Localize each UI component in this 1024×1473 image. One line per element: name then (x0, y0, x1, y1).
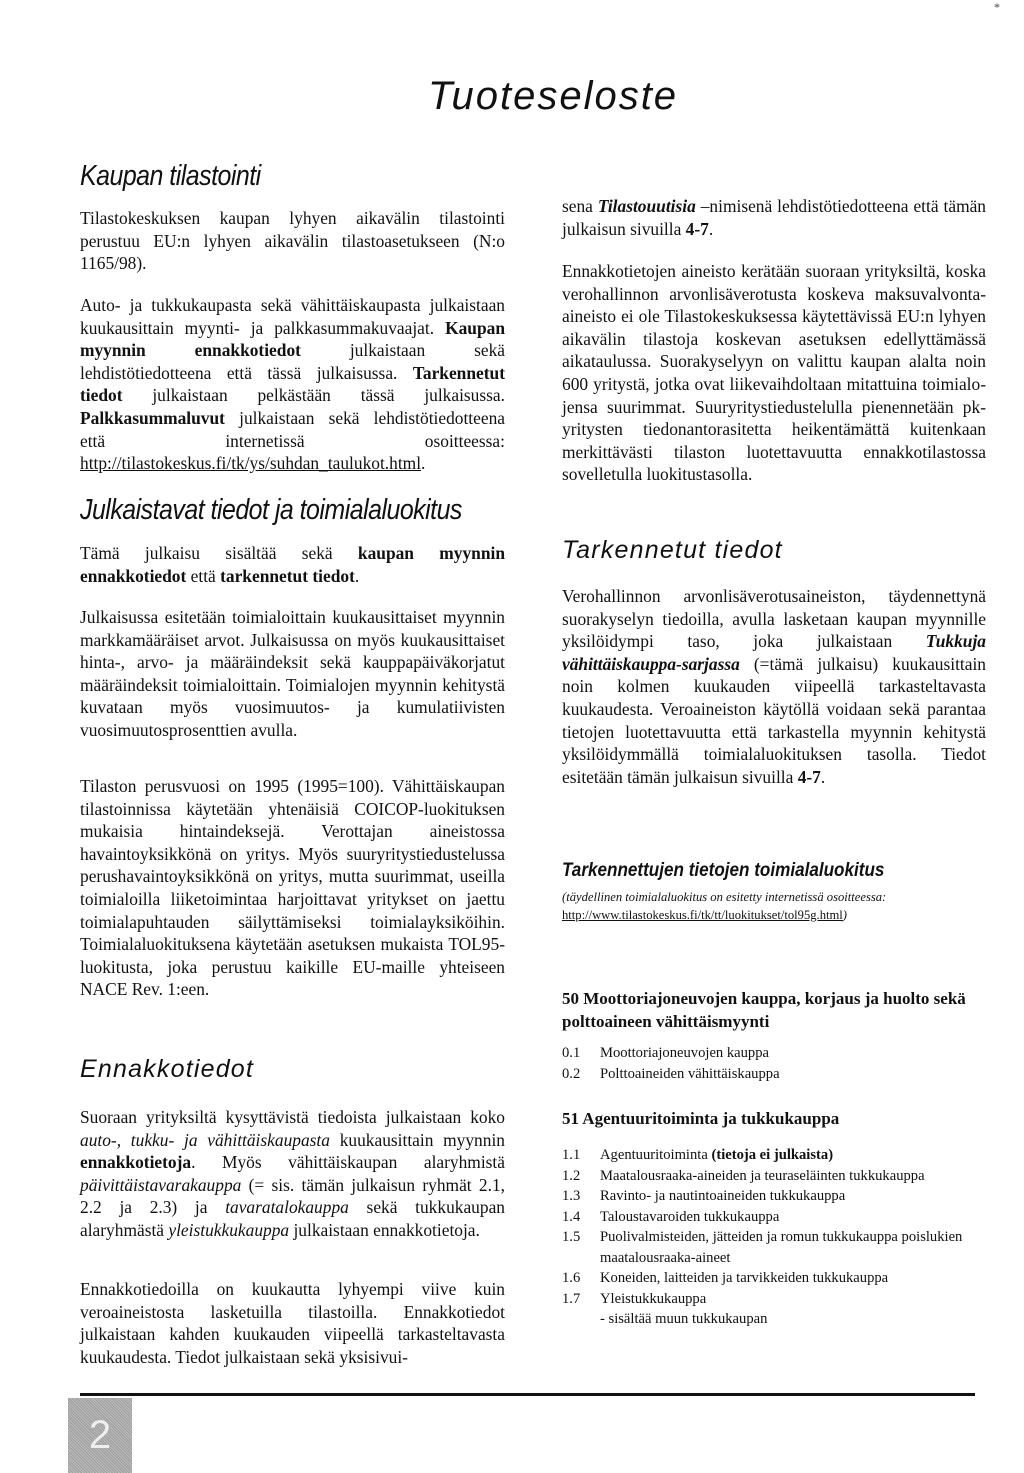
heading-ennakkotiedot: Ennakkotiedot (80, 1055, 255, 1083)
group-50-heading: 50 Moottoriajoneuvojen kauppa, korjaus ja huolto sekä polttoaineen vähittäismyynti (562, 989, 966, 1031)
group-51-list (562, 1145, 982, 1330)
heading-toimialaluokitus: Tarkennettujen tietojen toimialaluokitus (562, 860, 885, 881)
paragraph-tilastointi-julkaisut: Auto- ja tukkukaupasta sekä vähittäiskaupasta julkaistaan kuukausittain myynti- ja palkkasummakuvaajat. Kaupan myynnin ennakkotiedot julkaistaan sekä lehdistötiedotteena että tässä julkaisussa. Tarkennetut tiedot julkaistaan pelkästään tässä julkaisussa. Palkkasummaluvut julkaistaan sekä lehdistötiedotteena että internetissä osoitteessa: http://tilastokeskus.fi/tk/ys/suhdan_taulukot.html. (80, 295, 505, 474)
corner-mark: * (994, 0, 1000, 14)
group-51-heading: 51 Agentuuritoiminta ja tukkukauppa (562, 1109, 840, 1128)
page-title: Tuoteseloste (428, 74, 679, 118)
paragraph-tilastointi-intro: Tilastokeskuksen kaupan lyhyen aikavälin tilastointi perustuu EU:n lyhyen aikavälin tilastoasetukseen (N:o 1165/98). (80, 208, 505, 274)
tol95-link[interactable]: http://www.tilastokeskus.fi/tk/tt/luokitukset/tol95g.html (562, 908, 843, 922)
classification-note: (täydellinen toimialaluokitus on esitetty internetissä osoitteessa: http://www.tilastokeskus.fi/tk/tt/luokitukset/tol95g.html) (562, 890, 887, 922)
heading-tarkennetut-tiedot: Tarkennetut tiedot (562, 536, 783, 564)
footer-rule (80, 1393, 975, 1396)
paragraph-perusvuosi: Tilaston perusvuosi on 1995 (1995=100). Vähittäiskaupan tilastoinnissa käytetään yhtenäisiä COICOP-luokituksen mukaisia hintaindeksejä. Verottajan aineistossa havaintoyksikkönä on yritys. Myös suuryritystiedustelussa perushavaintoyksikkönä on yritys, mutta suurimmat, useilla toimialoilla liiketoimintaa harjoittavat yritykset on jaettu toimialapuhtauden säilyttämiseksi toimialayksiköihin. Toimialaluokituksena käytetään asetuksen mukaista TOL95-luokitusta, joka perustuu kaikille EU-maille yhteiseen NACE Rev. 1:een. (80, 776, 505, 1000)
paragraph-ennakkotietojen-aineisto: Ennakkotietojen aineisto kerätään suoraan yrityksiltä, koska verohallinnon arvonlisäverotusta koskeva maksuvalvonta-aineisto ei ole Tilastokeskuksessa käytettävissä EU:n lyhyen aikavälin tilastoja koskevan asetuksen edellyttämässä aikataulussa. Suorakyselyyn on valittu kaupan alalta noin 600 yritystä, jotka ovat liikevaihdoltaan mitattuina toimialojensa suurimmat. Suuryritystiedustelulla pienennetään pk-yritysten tiedonantorasitetta heikentämättä kuitenkaan merkittävästi tilaston luotettavuutta ennakkotilastossa sovelletulla luokitustasolla. (562, 261, 986, 485)
list-item: 1.7 Yleistukkukauppa (562, 1290, 707, 1307)
paragraph-ennakkotiedot-viive: Ennakkotiedoilla on kuukautta lyhyempi viive kuin veroaineistosta lasketuilla tilastoilla. Ennakkotiedot julkaistaan kahden kuukauden viipeellä tarkasteltavasta kuukaudesta. Tiedot julkaistaan sekä yksisivui- (80, 1279, 505, 1367)
heading-kaupan-tilastointi: Kaupan tilastointi (80, 160, 261, 192)
page-number: 2 (88, 1413, 112, 1457)
paragraph-tilastouutisia: sena Tilastouutisia –nimisenä lehdistötiedotteena että tämän julkaisun sivuilla 4-7. (562, 196, 987, 239)
list-item: 1.3 Ravinto- ja nautintoaineiden tukkukauppa (562, 1188, 846, 1204)
list-item-sub: - sisältää muun tukkukaupan (600, 1311, 768, 1327)
group-50-list (562, 1043, 982, 1084)
page-number-box (68, 1398, 132, 1473)
paragraph-julkaisu-sisaltaa: Tämä julkaisu sisältää sekä kaupan myynnin ennakkotiedot että tarkennetut tiedot. (80, 543, 505, 586)
paragraph-ennakkotiedot-intro: Suoraan yrityksiltä kysyttävistä tiedoista julkaistaan koko auto-, tukku- ja vähittäiskaupasta kuukausittain myynnin ennakkotietoja. Myös vähittäiskaupan alaryhmistä päivittäistavarakauppa (= sis. tämän julkaisun ryhmät 2.1, 2.2 ja 2.3) ja tavaratalokauppa sekä tukkukaupan alaryhmästä yleistukkukauppa julkaistaan ennakkotietoja. (80, 1107, 505, 1240)
list-item: 0.1 Moottoriajoneuvojen kauppa (562, 1045, 770, 1061)
list-item: 1.2 Maatalousraaka-aineiden ja teuraseläinten tukkukauppa (562, 1167, 925, 1184)
palkkasumma-link[interactable]: http://tilastokeskus.fi/tk/ys/suhdan_taulukot.html (80, 453, 422, 474)
list-item: 1.6 Koneiden, laitteiden ja tarvikkeiden tukkukauppa (562, 1270, 889, 1286)
list-item: 1.5 Puolivalmisteiden, jätteiden ja romun tukkukauppa poislukien maatalousraaka-aineet (562, 1229, 963, 1266)
list-item: 0.2 Polttoaineiden vähittäiskauppa (562, 1065, 780, 1082)
paragraph-julkaisussa-esitetaan: Julkaisussa esitetään toimialoittain kuukausittaiset myynnin markkamääräiset arvot. Julkaisussa on myös kuukausittaiset hinta-, arvo- ja määräindeksit sekä kauppapäiväkorjatut määräindeksit toimialoittain. Toimialojen myynnin kehitystä kuvataan myös vuosimuutos- ja kumulatiivisten vuosimuutosprosenttien avulla. (80, 607, 505, 740)
list-item: 1.4 Taloustavaroiden tukkukauppa (562, 1208, 780, 1225)
heading-julkaistavat-tiedot: Julkaistavat tiedot ja toimialaluokitus (80, 494, 462, 526)
paragraph-tarkennetut-tiedot: Verohallinnon arvonlisäverotusaineiston, täydennettynä suorakyselyn tiedoilla, avulla lasketaan kaupan myynnille yksilöidympi taso, joka julkaistaan Tukkuja vähittäiskauppa-sarjassa (=tämä julkaisu) kuukausittain noin kolmen kuukauden viipeellä tarkasteltavasta kuukaudesta. Veroaineiston käytöllä voidaan sekä parantaa tietojen luotettavuutta että tarkastella myynnin kehitystä yksilöidymmällä toimialaluokituksen tasolla. Tiedot esitetään tämän julkaisun sivuilla 4-7. (562, 586, 986, 787)
list-item: 1.1 Agentuuritoiminta (tietoja ei julkaista) (562, 1147, 834, 1163)
